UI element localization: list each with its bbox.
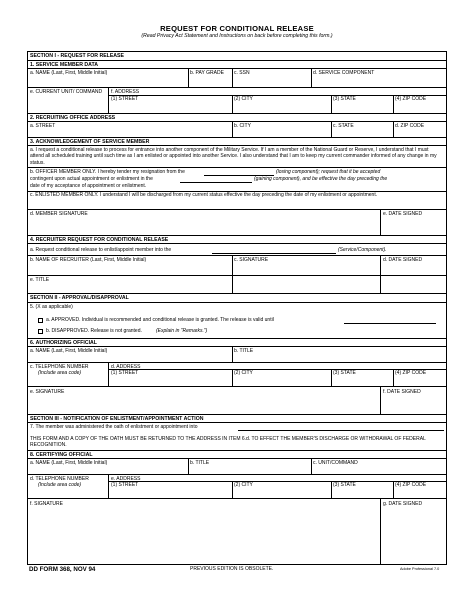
cert-phone-label: d. TELEPHONE NUMBER <box>30 476 89 482</box>
unit-field[interactable] <box>30 102 106 112</box>
paygrade-label: b. PAY GRADE <box>190 70 224 76</box>
item-2-heading: 2. RECRUITING OFFICE ADDRESS <box>28 114 446 122</box>
recruiter-title-label: e. TITLE <box>30 277 50 283</box>
recruiter-title-row <box>28 276 446 294</box>
item-6-heading: 6. AUTHORIZING OFFICIAL <box>28 339 446 347</box>
city-field[interactable] <box>234 103 329 113</box>
approved-checkbox[interactable] <box>38 318 43 323</box>
ack-b-line1b: (losing component); request that it be accepted <box>276 169 381 175</box>
auth-street-label: (1) STREET <box>111 370 139 376</box>
cert-name-label: a. NAME (Last, First, Middle Initial) <box>30 460 108 466</box>
ack-c-text: c. ENLISTED MEMBER ONLY. I understand I will be discharged from my current status effective the day preceding the date of my enlistment or appointment. <box>30 192 378 198</box>
ack-b-line2a: contingent upon actual appointment or enlistment in the <box>30 176 153 182</box>
service-component-field[interactable] <box>212 253 336 254</box>
cert-zip-field[interactable] <box>395 488 444 498</box>
cert-signature-field[interactable] <box>30 508 378 560</box>
item-8-heading: 8. CERTIFYING OFFICIAL <box>28 451 446 459</box>
member-date-label: e. DATE SIGNED <box>383 211 423 217</box>
recruiting-office-row <box>28 122 446 138</box>
form-title: REQUEST FOR CONDITIONAL RELEASE <box>160 24 314 33</box>
oath-component-field[interactable] <box>238 430 444 431</box>
recruiter-name-label: b. NAME OF RECRUITER (Last, First, Middle Initial) <box>30 257 147 263</box>
recruiter-a-tail: (Service/Component). <box>338 247 387 253</box>
certifying-name-row <box>28 459 446 475</box>
member-signature-row <box>28 210 446 236</box>
edition-note: PREVIOUS EDITION IS OBSOLETE. <box>190 566 274 572</box>
notification-block <box>28 423 446 451</box>
ssn-field[interactable] <box>234 77 309 87</box>
recruiter-a-text: a. Request conditional release to enlist/appoint member into the <box>30 247 172 253</box>
zip-label: (4) ZIP CODE <box>395 96 427 102</box>
cert-date-field[interactable] <box>383 508 443 560</box>
section-3-heading: SECTION III - NOTIFICATION OF ENLISTMENT/APPOINTMENT ACTION <box>28 415 446 423</box>
auth-city-field[interactable] <box>234 376 329 386</box>
auth-phone-label: c. TELEPHONE NUMBER <box>30 364 89 370</box>
section-2-heading: SECTION II - APPROVAL/DISAPPROVAL <box>28 294 446 303</box>
state-label: (3) STATE <box>333 96 356 102</box>
member-signature-label: d. MEMBER SIGNATURE <box>30 211 88 217</box>
item-4-heading: 4. RECRUITER REQUEST FOR CONDITIONAL RELEASE <box>28 236 446 244</box>
cert-zip-label: (4) ZIP CODE <box>395 482 427 488</box>
cert-address-label: e. ADDRESS <box>111 476 141 482</box>
office-state-field[interactable] <box>333 129 391 137</box>
software-note: Adobe Professional 7.0 <box>400 567 440 571</box>
unit-label: e. CURRENT UNIT/ COMMAND <box>30 89 103 95</box>
certifying-signature-row <box>28 499 446 564</box>
cert-title-field[interactable] <box>190 466 309 474</box>
section-1-heading: SECTION I - REQUEST FOR RELEASE <box>28 52 446 61</box>
recruiter-signature-label: c. SIGNATURE <box>234 257 269 263</box>
cert-unit-field[interactable] <box>313 466 443 474</box>
component-field[interactable] <box>313 77 443 87</box>
certifying-address-row <box>28 475 446 499</box>
auth-signature-field[interactable] <box>30 396 378 413</box>
auth-state-field[interactable] <box>333 376 391 386</box>
item-3-heading: 3. ACKNOWLEDGEMENT OF SERVICE MEMBER <box>28 138 446 146</box>
cert-street-label: (1) STREET <box>111 482 139 488</box>
ack-b-line2b: (gaining component), and be effective the day preceding the <box>254 176 388 182</box>
valid-until-field[interactable] <box>344 323 436 324</box>
authorizing-name-row <box>28 347 446 363</box>
office-city-field[interactable] <box>234 129 329 137</box>
auth-address-label: d. ADDRESS <box>111 364 141 370</box>
name-field[interactable] <box>30 77 186 87</box>
cert-date-label: g. DATE SIGNED <box>383 501 423 507</box>
member-data-row <box>28 69 446 88</box>
cert-state-field[interactable] <box>333 488 391 498</box>
cert-unit-label: c. UNIT/COMMAND <box>313 460 358 466</box>
auth-city-label: (2) CITY <box>234 370 253 376</box>
item-7-text: 7. The member was administered the oath of enlistment or appointment into <box>30 424 198 430</box>
disapproved-text: b. DISAPPROVED. Release is not granted. <box>46 328 142 334</box>
recruiter-request-row <box>28 244 446 256</box>
auth-title-field[interactable] <box>234 354 444 362</box>
gaining-component-field[interactable] <box>180 182 252 183</box>
cert-state-label: (3) STATE <box>333 482 356 488</box>
ack-b-line3: date of my acceptance of appointment or enlistment. <box>30 183 147 189</box>
approval-block <box>28 303 446 339</box>
auth-state-label: (3) STATE <box>333 370 356 376</box>
auth-zip-field[interactable] <box>395 376 444 386</box>
paygrade-field[interactable] <box>190 77 230 87</box>
auth-phone-field[interactable] <box>30 376 106 386</box>
ack-a-text: a. I request a conditional release to process for entrance into another component of the Military Service. If I am a member of the National Guard or Reserve, I understand that I must attend all scheduled training until such time as I am enlisted or appointed into another Service. I also understand that I am to keep my current commander informed of any change in my status. <box>30 147 437 166</box>
disapproved-note: (Explain in "Remarks.") <box>156 328 208 334</box>
cert-phone-note: (Include area code) <box>38 482 82 488</box>
cert-street-field[interactable] <box>111 488 230 498</box>
member-date-field[interactable] <box>383 218 443 234</box>
form-subtitle: (Read Privacy Act Statement and Instructions on back before completing this form.) <box>141 33 333 39</box>
request-form <box>27 51 447 565</box>
auth-title-label: b. TITLE <box>234 348 254 354</box>
auth-name-label: a. NAME (Last, First, Middle Initial) <box>30 348 108 354</box>
item-1-heading: 1. SERVICE MEMBER DATA <box>28 61 446 69</box>
office-zip-label: d. ZIP CODE <box>395 123 425 129</box>
city-label: (2) CITY <box>234 96 253 102</box>
cert-phone-field[interactable] <box>30 488 106 498</box>
approved-text: a. APPROVED. Individual is recommended and conditional release is granted. The release is valid until <box>46 317 274 323</box>
address-label: f. ADDRESS <box>111 89 140 95</box>
cert-city-label: (2) CITY <box>234 482 253 488</box>
recruiter-name-row <box>28 256 446 276</box>
office-street-label: a. STREET <box>30 123 56 129</box>
ack-b-line1a: b. OFFICER MEMBER ONLY. I hereby tender my resignation from the <box>30 169 185 175</box>
cert-title-label: b. TITLE <box>190 460 210 466</box>
unit-address-row <box>28 88 446 114</box>
cert-name-field[interactable] <box>30 466 186 474</box>
auth-zip-label: (4) ZIP CODE <box>395 370 427 376</box>
recruiter-name-field[interactable] <box>30 264 230 274</box>
disapproved-checkbox[interactable] <box>38 329 43 334</box>
member-signature-field[interactable] <box>30 218 378 234</box>
cert-city-field[interactable] <box>234 488 329 498</box>
authorizing-signature-row <box>28 387 446 415</box>
cert-signature-label: f. SIGNATURE <box>30 501 63 507</box>
recruiter-date-label: d. DATE SIGNED <box>383 257 423 263</box>
office-city-label: b. CITY <box>234 123 251 129</box>
auth-street-field[interactable] <box>111 376 230 386</box>
office-zip-field[interactable] <box>395 129 444 137</box>
authorizing-address-row <box>28 363 446 387</box>
auth-signature-label: e. SIGNATURE <box>30 389 65 395</box>
acknowledgement-block <box>28 146 446 210</box>
street-label: (1) STREET <box>111 96 139 102</box>
ssn-label: c. SSN <box>234 70 250 76</box>
auth-name-field[interactable] <box>30 354 230 362</box>
component-label: d. SERVICE COMPONENT <box>313 70 375 76</box>
office-street-field[interactable] <box>30 129 230 137</box>
state-field[interactable] <box>333 103 391 113</box>
item-7-notice: THIS FORM AND A COPY OF THE OATH MUST BE RETURNED TO THE ADDRESS IN ITEM 6.d. TO EFFECT THE MEMBER'S DISCHARGE OR WITHDRAWAL OF FEDERAL RECOGNITION. <box>30 436 426 449</box>
zip-field[interactable] <box>395 103 444 113</box>
auth-date-label: f. DATE SIGNED <box>383 389 421 395</box>
street-field[interactable] <box>111 103 230 113</box>
recruiter-title-field[interactable] <box>30 284 230 293</box>
form-number: DD FORM 368, NOV 94 <box>29 566 96 573</box>
name-label: a. NAME (Last, First, Middle Initial) <box>30 70 108 76</box>
office-state-label: c. STATE <box>333 123 354 129</box>
auth-date-field[interactable] <box>383 396 443 413</box>
item-5-heading: 5. (X as applicable) <box>30 304 73 310</box>
auth-phone-note: (Include area code) <box>38 370 82 376</box>
